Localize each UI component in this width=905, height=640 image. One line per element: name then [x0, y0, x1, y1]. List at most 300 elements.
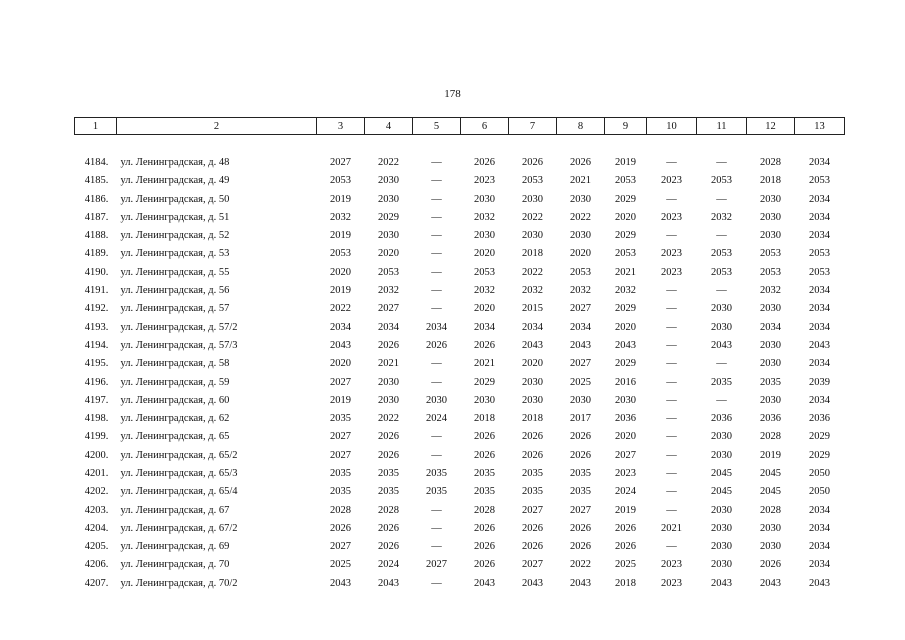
year-cell: 2036 — [809, 413, 830, 425]
address-cell: ул. Ленинградская, д. 70 — [120, 559, 230, 571]
address-cell: ул. Ленинградская, д. 59 — [120, 376, 230, 388]
column-header-4: 4 — [365, 118, 413, 135]
table-row — [75, 336, 845, 354]
year-cell: 2030 — [760, 541, 781, 553]
year-cell: — — [431, 156, 442, 168]
table-row — [75, 483, 845, 501]
year-cell: 2021 — [570, 175, 591, 187]
schedule-table — [74, 117, 845, 592]
year-cell: 2030 — [570, 193, 591, 205]
address-cell: ул. Ленинградская, д. 52 — [120, 230, 230, 242]
year-cell: 2043 — [378, 577, 399, 589]
year-cell: 2039 — [809, 376, 830, 388]
year-cell: 2053 — [522, 175, 543, 187]
year-cell: — — [431, 541, 442, 553]
year-cell: 2053 — [330, 248, 351, 260]
year-cell: 2030 — [760, 339, 781, 351]
year-cell: 2035 — [474, 486, 495, 498]
year-cell: 2034 — [330, 321, 351, 333]
address-cell: ул. Ленинградская, д. 60 — [120, 394, 230, 406]
year-cell: 2024 — [426, 413, 447, 425]
row-number: 4187. — [84, 211, 109, 223]
year-cell: — — [666, 449, 677, 461]
year-cell: 2043 — [522, 577, 543, 589]
row-number: 4193. — [84, 321, 109, 333]
year-cell: 2035 — [378, 486, 399, 498]
year-cell: 2053 — [809, 248, 830, 260]
year-cell: — — [666, 339, 677, 351]
row-number: 4185. — [84, 175, 109, 187]
year-cell: 2043 — [474, 577, 495, 589]
year-cell: 2026 — [570, 541, 591, 553]
page-number: 178 — [444, 88, 461, 100]
year-cell: 2020 — [615, 321, 636, 333]
table-row — [75, 519, 845, 537]
year-cell: 2035 — [711, 376, 732, 388]
year-cell: 2030 — [522, 193, 543, 205]
year-cell: 2029 — [474, 376, 495, 388]
year-cell: 2026 — [474, 522, 495, 534]
year-cell: — — [431, 175, 442, 187]
year-cell: 2026 — [474, 449, 495, 461]
row-number: 4189. — [84, 248, 109, 260]
address-cell: ул. Ленинградская, д. 58 — [120, 358, 230, 370]
year-cell: 2053 — [330, 175, 351, 187]
year-cell: 2045 — [760, 486, 781, 498]
year-cell: 2019 — [330, 230, 351, 242]
row-number: 4198. — [84, 413, 109, 425]
year-cell: 2035 — [426, 486, 447, 498]
year-cell: — — [431, 303, 442, 315]
table-row — [75, 190, 845, 208]
year-cell: 2030 — [760, 211, 781, 223]
year-cell: 2030 — [760, 303, 781, 315]
year-cell: 2035 — [330, 486, 351, 498]
year-cell: 2016 — [615, 376, 636, 388]
year-cell: 2020 — [615, 211, 636, 223]
column-header-11: 11 — [697, 118, 747, 135]
year-cell: 2021 — [474, 358, 495, 370]
year-cell: 2028 — [330, 504, 351, 516]
year-cell: 2034 — [809, 358, 830, 370]
table-row — [75, 373, 845, 391]
year-cell: 2023 — [615, 467, 636, 479]
row-number: 4206. — [84, 559, 109, 571]
address-cell: ул. Ленинградская, д. 65/3 — [120, 467, 238, 479]
address-cell: ул. Ленинградская, д. 57/2 — [120, 321, 238, 333]
year-cell: 2030 — [570, 394, 591, 406]
year-cell: 2030 — [711, 522, 732, 534]
year-cell: 2030 — [522, 376, 543, 388]
year-cell: 2023 — [661, 559, 682, 571]
address-cell: ул. Ленинградская, д. 67 — [120, 504, 230, 516]
table-row — [75, 464, 845, 482]
year-cell: 2022 — [378, 156, 399, 168]
year-cell: — — [666, 321, 677, 333]
year-cell: 2034 — [809, 541, 830, 553]
year-cell: 2030 — [378, 193, 399, 205]
address-cell: ул. Ленинградская, д. 56 — [120, 285, 230, 297]
year-cell: 2053 — [570, 266, 591, 278]
year-cell: 2053 — [474, 266, 495, 278]
year-cell: 2020 — [330, 266, 351, 278]
year-cell: 2043 — [809, 577, 830, 589]
year-cell: — — [431, 522, 442, 534]
year-cell: 2018 — [474, 413, 495, 425]
column-header-10: 10 — [647, 118, 697, 135]
year-cell: 2027 — [570, 303, 591, 315]
address-cell: ул. Ленинградская, д. 69 — [120, 541, 230, 553]
year-cell: 2045 — [760, 467, 781, 479]
year-cell: 2027 — [330, 376, 351, 388]
year-cell: 2026 — [522, 541, 543, 553]
year-cell: 2030 — [711, 559, 732, 571]
year-cell: 2028 — [378, 504, 399, 516]
table-row — [75, 300, 845, 318]
table-row — [75, 574, 845, 592]
year-cell: 2022 — [522, 266, 543, 278]
year-cell: — — [666, 193, 677, 205]
row-number: 4205. — [84, 541, 109, 553]
year-cell: 2030 — [378, 230, 399, 242]
year-cell: 2027 — [378, 303, 399, 315]
address-cell: ул. Ленинградская, д. 48 — [120, 156, 230, 168]
column-header-5: 5 — [413, 118, 461, 135]
year-cell: — — [666, 358, 677, 370]
year-cell: — — [431, 248, 442, 260]
year-cell: 2030 — [711, 541, 732, 553]
year-cell: — — [666, 413, 677, 425]
year-cell: 2036 — [615, 413, 636, 425]
year-cell: 2029 — [615, 230, 636, 242]
year-cell: 2045 — [711, 486, 732, 498]
year-cell: 2027 — [570, 504, 591, 516]
year-cell: 2053 — [809, 175, 830, 187]
year-cell: 2026 — [522, 156, 543, 168]
year-cell: 2053 — [809, 266, 830, 278]
year-cell: 2018 — [522, 248, 543, 260]
year-cell: 2027 — [522, 559, 543, 571]
year-cell: 2026 — [474, 339, 495, 351]
year-cell: 2034 — [809, 303, 830, 315]
address-cell: ул. Ленинградская, д. 57 — [120, 303, 230, 315]
year-cell: 2043 — [522, 339, 543, 351]
year-cell: 2018 — [522, 413, 543, 425]
year-cell: 2023 — [661, 577, 682, 589]
year-cell: 2026 — [378, 522, 399, 534]
year-cell: 2026 — [378, 431, 399, 443]
year-cell: 2019 — [615, 156, 636, 168]
row-number: 4188. — [84, 230, 109, 242]
year-cell: 2023 — [661, 211, 682, 223]
year-cell: 2030 — [760, 193, 781, 205]
year-cell: 2026 — [570, 449, 591, 461]
year-cell: 2019 — [760, 449, 781, 461]
year-cell: 2018 — [615, 577, 636, 589]
year-cell: 2026 — [378, 339, 399, 351]
year-cell: 2029 — [615, 193, 636, 205]
row-number: 4186. — [84, 193, 109, 205]
table-row — [75, 355, 845, 373]
year-cell: 2026 — [522, 522, 543, 534]
year-cell: 2043 — [570, 339, 591, 351]
year-cell: 2035 — [378, 467, 399, 479]
year-cell: 2019 — [615, 504, 636, 516]
year-cell: — — [431, 504, 442, 516]
year-cell: 2035 — [426, 467, 447, 479]
year-cell: 2035 — [330, 467, 351, 479]
year-cell: 2034 — [809, 504, 830, 516]
year-cell: 2032 — [378, 285, 399, 297]
year-cell: 2030 — [711, 321, 732, 333]
year-cell: — — [666, 467, 677, 479]
table-row — [75, 172, 845, 190]
year-cell: 2023 — [661, 248, 682, 260]
year-cell: 2026 — [615, 541, 636, 553]
table-header — [75, 118, 845, 135]
year-cell: 2034 — [522, 321, 543, 333]
year-cell: 2022 — [378, 413, 399, 425]
address-cell: ул. Ленинградская, д. 62 — [120, 413, 230, 425]
year-cell: 2053 — [760, 248, 781, 260]
year-cell: 2023 — [661, 175, 682, 187]
year-cell: — — [431, 266, 442, 278]
year-cell: — — [666, 504, 677, 516]
year-cell: 2027 — [426, 559, 447, 571]
row-number: 4201. — [84, 467, 109, 479]
year-cell: 2053 — [615, 248, 636, 260]
row-number: 4190. — [84, 266, 109, 278]
year-cell: 2030 — [760, 522, 781, 534]
address-cell: ул. Ленинградская, д. 53 — [120, 248, 230, 260]
year-cell: 2019 — [330, 285, 351, 297]
year-cell: 2053 — [378, 266, 399, 278]
year-cell: 2026 — [570, 156, 591, 168]
year-cell: 2034 — [809, 559, 830, 571]
table-row — [75, 556, 845, 574]
year-cell: 2029 — [378, 211, 399, 223]
year-cell: 2030 — [378, 394, 399, 406]
year-cell: 2030 — [522, 230, 543, 242]
year-cell: 2022 — [330, 303, 351, 315]
address-cell: ул. Ленинградская, д. 65/4 — [120, 486, 238, 498]
address-cell: ул. Ленинградская, д. 49 — [120, 175, 230, 187]
row-number: 4184. — [84, 156, 109, 168]
table-row — [75, 208, 845, 226]
year-cell: 2027 — [615, 449, 636, 461]
year-cell: 2043 — [570, 577, 591, 589]
year-cell: 2030 — [378, 376, 399, 388]
year-cell: — — [431, 230, 442, 242]
year-cell: 2026 — [474, 431, 495, 443]
table-row — [75, 226, 845, 244]
address-cell: ул. Ленинградская, д. 70/2 — [120, 577, 238, 589]
year-cell: 2029 — [615, 303, 636, 315]
row-number: 4204. — [84, 522, 109, 534]
year-cell: — — [666, 541, 677, 553]
year-cell: — — [716, 230, 727, 242]
table-body — [75, 135, 845, 593]
table-row — [75, 263, 845, 281]
year-cell: 2035 — [330, 413, 351, 425]
year-cell: 2019 — [330, 193, 351, 205]
year-cell: 2053 — [711, 266, 732, 278]
year-cell: 2020 — [330, 358, 351, 370]
year-cell: 2025 — [330, 559, 351, 571]
year-cell: — — [666, 486, 677, 498]
year-cell: 2021 — [661, 522, 682, 534]
year-cell: 2035 — [474, 467, 495, 479]
year-cell: 2027 — [330, 156, 351, 168]
year-cell: 2032 — [330, 211, 351, 223]
year-cell: 2029 — [615, 358, 636, 370]
year-cell: 2030 — [474, 394, 495, 406]
year-cell: 2028 — [474, 504, 495, 516]
row-number: 4200. — [84, 449, 109, 461]
year-cell: 2030 — [760, 230, 781, 242]
year-cell: 2043 — [809, 339, 830, 351]
year-cell: 2026 — [474, 541, 495, 553]
year-cell: — — [666, 230, 677, 242]
year-cell: 2032 — [474, 285, 495, 297]
year-cell: 2053 — [615, 175, 636, 187]
year-cell: 2020 — [474, 303, 495, 315]
column-header-3: 3 — [317, 118, 365, 135]
table-row — [75, 391, 845, 409]
year-cell: 2026 — [378, 541, 399, 553]
year-cell: — — [431, 376, 442, 388]
year-cell: 2030 — [426, 394, 447, 406]
year-cell: 2017 — [570, 413, 591, 425]
year-cell: 2027 — [330, 431, 351, 443]
year-cell: 2024 — [615, 486, 636, 498]
year-cell: 2026 — [760, 559, 781, 571]
year-cell: — — [431, 577, 442, 589]
column-header-7: 7 — [509, 118, 557, 135]
column-header-2: 2 — [117, 118, 317, 135]
year-cell: 2035 — [522, 467, 543, 479]
year-cell: 2020 — [615, 431, 636, 443]
year-cell: 2035 — [570, 486, 591, 498]
year-cell: 2030 — [760, 394, 781, 406]
year-cell: 2034 — [809, 156, 830, 168]
year-cell: 2027 — [522, 504, 543, 516]
row-number: 4197. — [84, 394, 109, 406]
year-cell: 2030 — [474, 193, 495, 205]
year-cell: 2030 — [570, 230, 591, 242]
year-cell: — — [716, 285, 727, 297]
year-cell: 2022 — [522, 211, 543, 223]
column-header-1: 1 — [75, 118, 117, 135]
year-cell: — — [666, 303, 677, 315]
year-cell: 2030 — [711, 504, 732, 516]
year-cell: 2030 — [711, 303, 732, 315]
year-cell: 2053 — [711, 175, 732, 187]
year-cell: — — [431, 193, 442, 205]
year-cell: — — [431, 358, 442, 370]
year-cell: — — [666, 431, 677, 443]
table-row — [75, 409, 845, 427]
year-cell: 2035 — [760, 376, 781, 388]
year-cell: 2027 — [570, 358, 591, 370]
year-cell: 2026 — [378, 449, 399, 461]
year-cell: 2030 — [474, 230, 495, 242]
year-cell: 2035 — [570, 467, 591, 479]
year-cell: 2026 — [474, 559, 495, 571]
year-cell: 2015 — [522, 303, 543, 315]
address-cell: ул. Ленинградская, д. 51 — [120, 211, 230, 223]
header-spacer — [75, 135, 845, 154]
year-cell: 2036 — [711, 413, 732, 425]
year-cell: 2028 — [760, 504, 781, 516]
row-number: 4196. — [84, 376, 109, 388]
row-number: 4195. — [84, 358, 109, 370]
year-cell: 2053 — [711, 248, 732, 260]
header-row — [75, 118, 845, 135]
column-header-12: 12 — [747, 118, 795, 135]
address-cell: ул. Ленинградская, д. 57/3 — [120, 339, 238, 351]
year-cell: 2034 — [378, 321, 399, 333]
year-cell: — — [431, 211, 442, 223]
year-cell: 2050 — [809, 467, 830, 479]
year-cell: 2020 — [522, 358, 543, 370]
table-row — [75, 153, 845, 171]
year-cell: 2034 — [809, 230, 830, 242]
year-cell: 2034 — [809, 285, 830, 297]
year-cell: — — [666, 376, 677, 388]
year-cell: — — [666, 394, 677, 406]
year-cell: 2026 — [522, 449, 543, 461]
year-cell: 2030 — [711, 449, 732, 461]
year-cell: 2035 — [522, 486, 543, 498]
year-cell: 2043 — [615, 339, 636, 351]
year-cell: 2029 — [809, 449, 830, 461]
year-cell: 2034 — [809, 394, 830, 406]
table-row — [75, 428, 845, 446]
year-cell: 2043 — [760, 577, 781, 589]
table-row — [75, 501, 845, 519]
year-cell: 2020 — [378, 248, 399, 260]
year-cell: — — [666, 156, 677, 168]
year-cell: — — [716, 193, 727, 205]
column-header-6: 6 — [461, 118, 509, 135]
row-number: 4191. — [84, 285, 109, 297]
year-cell: 2034 — [570, 321, 591, 333]
table-row — [75, 446, 845, 464]
address-cell: ул. Ленинградская, д. 67/2 — [120, 522, 238, 534]
year-cell: — — [716, 394, 727, 406]
year-cell: 2025 — [615, 559, 636, 571]
year-cell: 2018 — [760, 175, 781, 187]
column-header-13: 13 — [795, 118, 845, 135]
year-cell: 2028 — [760, 431, 781, 443]
row-number: 4199. — [84, 431, 109, 443]
year-cell: 2029 — [809, 431, 830, 443]
address-cell: ул. Ленинградская, д. 65/2 — [120, 449, 238, 461]
year-cell: 2032 — [522, 285, 543, 297]
year-cell: — — [431, 431, 442, 443]
row-number: 4202. — [84, 486, 109, 498]
year-cell: 2032 — [474, 211, 495, 223]
year-cell: 2034 — [760, 321, 781, 333]
year-cell: — — [431, 285, 442, 297]
address-cell: ул. Ленинградская, д. 50 — [120, 193, 230, 205]
year-cell: 2032 — [615, 285, 636, 297]
table-row — [75, 245, 845, 263]
year-cell: 2034 — [809, 522, 830, 534]
column-header-9: 9 — [605, 118, 647, 135]
year-cell: 2043 — [330, 577, 351, 589]
